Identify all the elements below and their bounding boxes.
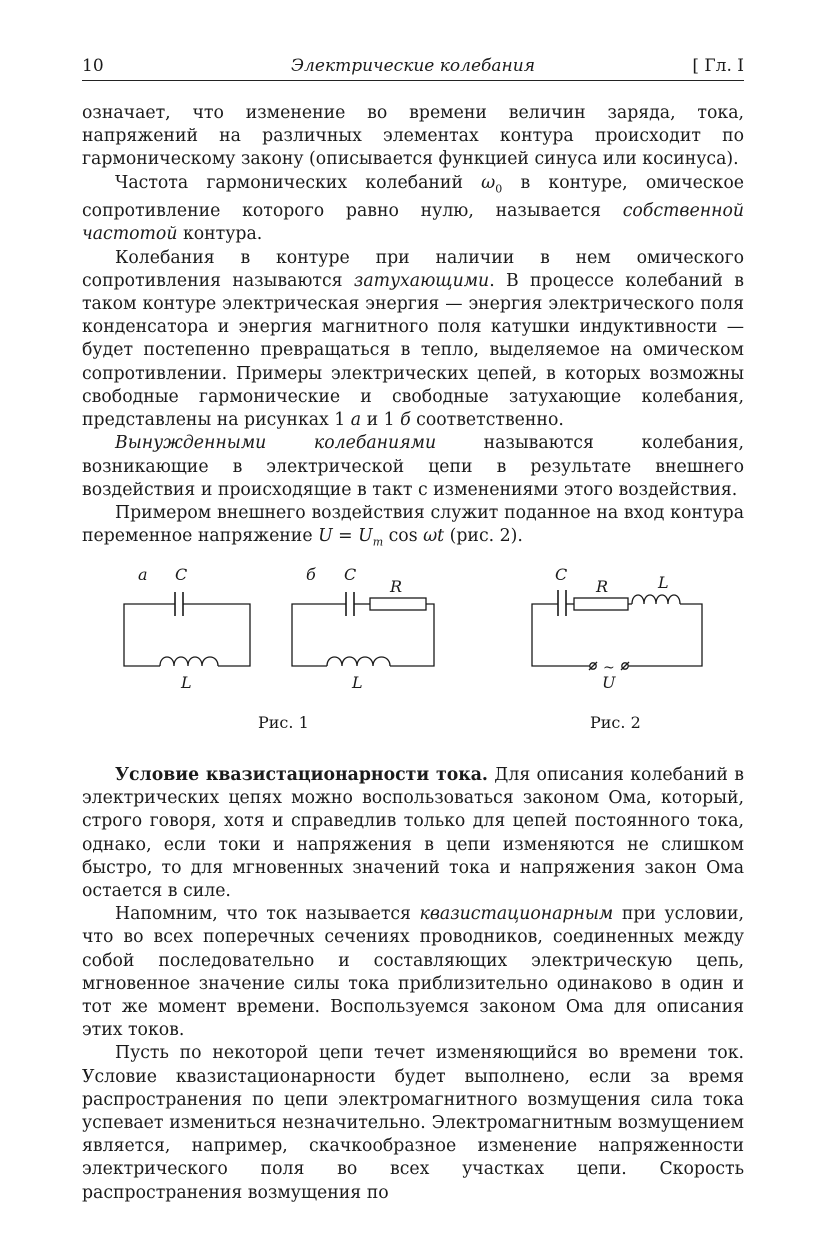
wire (628, 604, 702, 666)
formula-um: U (358, 526, 373, 547)
fig2-c-label: C (555, 565, 568, 584)
page-number: 10 (82, 56, 104, 76)
fig-ref-a: а (350, 410, 362, 431)
p3-text-end: соответственно. (410, 410, 564, 431)
p5-text-end: (рис. 2). (444, 526, 523, 547)
p2-text-middle: в контуре, омическое сопротивление которого равно нулю, называется (82, 172, 744, 222)
fig1a-c-label: C (175, 565, 188, 584)
paragraph-8: Пусть по некоторой цепи течет изменяющийся во времени ток. Условие квазистационарности будет выполнено, если за время распространения по цепи электромагнитного возмущения сила тока успевает измениться незначительно. Электромагнитным возмущением является, например, скачкообразное изменение напряженности электрического поля во всех участках цепи. Скорость распространения возмущения по (82, 1043, 744, 1203)
omega-subscript: 0 (495, 182, 503, 196)
fig1b-l-label: L (352, 673, 363, 692)
paragraph-5 (82, 502, 744, 554)
fig1-caption: Рис. 1 (258, 713, 309, 732)
text-block-top (82, 102, 744, 554)
ac-source-icon: ~ (603, 660, 615, 676)
formula-sub-m: m (372, 535, 384, 549)
p3-and: и 1 (361, 410, 401, 431)
running-header (82, 56, 744, 81)
p7-text: Напомним, что ток называется (115, 904, 420, 925)
paragraph-4 (82, 432, 744, 502)
paragraph-3 (82, 247, 744, 433)
paragraph-7 (82, 903, 744, 1042)
formula-eq: = (332, 526, 359, 547)
circuit-1b (292, 592, 434, 666)
fig-ref-b: б (400, 410, 411, 431)
formula-cos: cos (383, 526, 424, 547)
chapter-marker: [ Гл. I (692, 56, 744, 76)
fig2-caption: Рис. 2 (590, 713, 641, 732)
p6-text: Для описания колебаний в электрических цепях можно воспользоваться законом Ома, который, строго говоря, хотя и справедлив только для цепей постоянного тока, однако, если токи и напряжения в цепи изменяются не слишком быстро, то для мгновенных значений тока и напряжения закон Ома остается в силе. (82, 765, 744, 902)
resistor (574, 598, 628, 610)
fig1b-c-label: C (344, 565, 357, 584)
fig1b-label: б (306, 565, 316, 584)
term-natural-frequency: собственной частотой (82, 201, 744, 245)
p3-text: Колебания в контуре при наличии в нем омического сопротивления называются (82, 247, 744, 291)
resistor (370, 598, 426, 610)
paragraph-6 (82, 764, 744, 903)
term-quasistationary: квазистационарным (419, 904, 614, 925)
wire (292, 604, 346, 666)
wire (390, 604, 434, 666)
p3-text-middle: . В процессе колебаний в таком контуре электрическая энергия — энергия электрического поля конденсатора и энергия магнитного поля катушки индуктивности — будет постепенно превращаться в тепло, выделяемое на омическом сопротивлении. Примеры электрических цепей, в которых возможны свободные гармонические и свободные затухающие колебания, представлены на рисунках 1 (82, 270, 744, 431)
running-title: Электрические колебания (291, 56, 535, 76)
omega-symbol: ω (481, 172, 496, 193)
formula-arg: ωt (423, 526, 445, 547)
wire (532, 604, 590, 666)
circuit-diagrams (82, 556, 744, 746)
section-heading: Условие квазистационарности тока. (115, 765, 488, 785)
fig2-l-label: L (658, 573, 669, 592)
formula-lhs: U (318, 526, 333, 547)
paragraph-2 (82, 172, 744, 247)
p2-text: Частота гармонических колебаний (115, 172, 482, 193)
fig1b-r-label: R (390, 577, 403, 596)
circuit-1a (124, 592, 250, 666)
inductor-coil (632, 595, 680, 604)
fig2-r-label: R (596, 577, 609, 596)
fig1a-l-label: L (181, 673, 192, 692)
term-forced: Вынужденными колебаниями (115, 433, 437, 454)
inductor-coil (327, 657, 390, 666)
p5-text: Примером внешнего воздействия служит поданное на вход контура переменное напряжение (82, 502, 744, 547)
p4-text: называются колебания, возникающие в электрической цепи в результате внешнего воздействия и происходящие в такт с изменениями этого воздействия. (82, 433, 744, 500)
fig1a-label: а (138, 565, 148, 584)
term-damped: затухающими (353, 270, 490, 291)
circuit-2 (532, 590, 702, 670)
p2-text-end: контура. (177, 224, 263, 245)
p7-text-end: при условии, что во всех поперечных сечениях проводников, соединенных между собой последовательно и составляющих электрическую цепь, мгновенное значение силы тока приблизительно одинаково в один и тот же момент времени. Воспользуемся законом Ома для описания этих токов. (82, 904, 744, 1041)
figures-area (82, 556, 744, 746)
paragraph-1: означает, что изменение во времени величин заряда, тока, напряжений на различных элементах контура происходит по гармоническому закону (описывается функцией синуса или косинуса). (82, 103, 744, 170)
fig2-u-label: U (602, 673, 616, 692)
inductor-coil (160, 657, 218, 666)
text-block-bottom (82, 764, 744, 1205)
